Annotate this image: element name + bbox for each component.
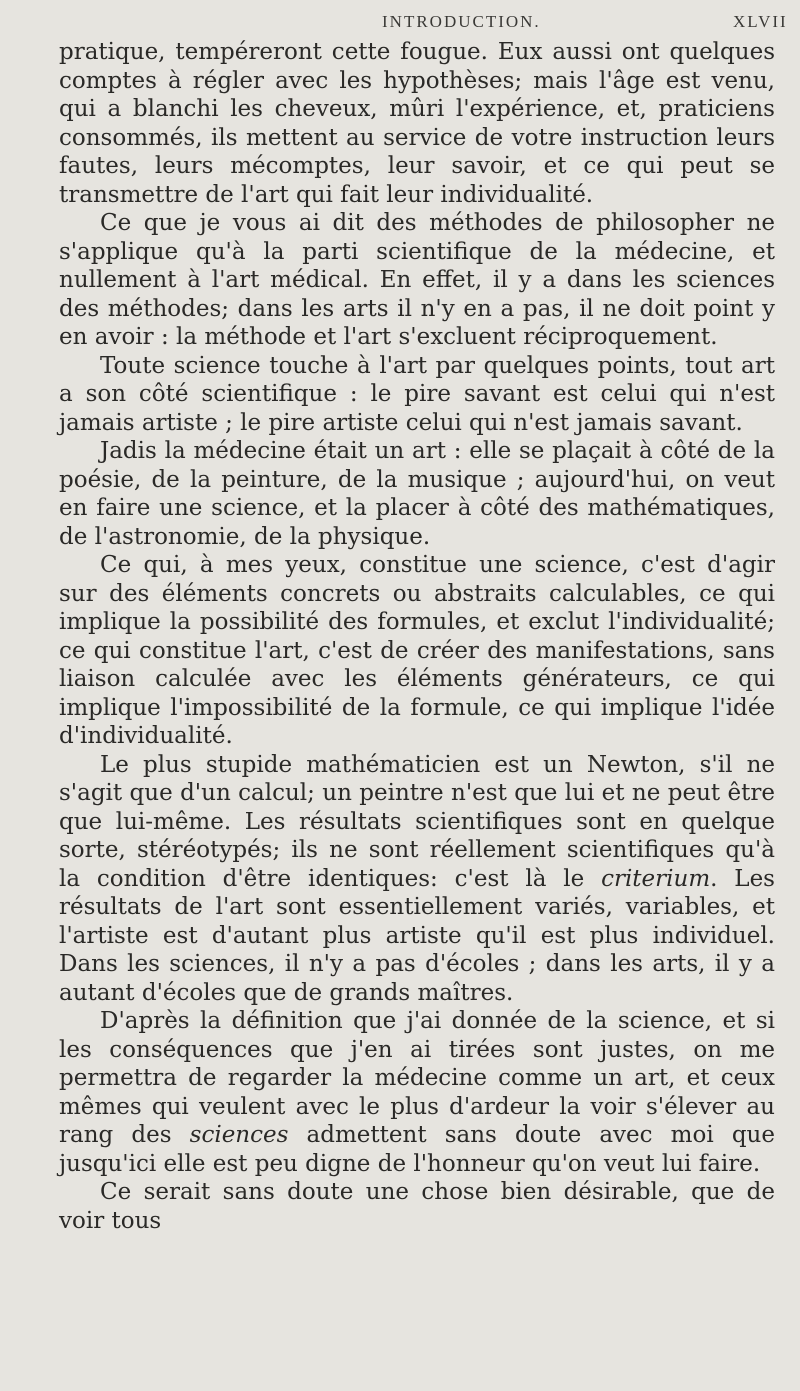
- paragraph-7-text-a: D'après la définition que j'ai donnée de la science, et si les conséquences que j'en ai tirées sont justes, on me permettra de regarder la médecine comme un art, et ceux mêmes qui veulent avec le plus d'ardeur la voir s'élever au rang des: [59, 1008, 775, 1148]
- paragraph-8: Ce serait sans doute une chose bien désirable, que de voir tous: [59, 1179, 775, 1234]
- paragraph-7-text-b: admettent sans doute avec moi que jusqu'ici elle est peu digne de l'honneur qu'on veut lui faire.: [59, 1122, 775, 1177]
- paragraph-3: Toute science touche à l'art par quelques points, tout art a son côté scientifique : le pire savant est celui qui n'est jamais artiste ; le pire artiste celui qui n'est jamais savant.: [59, 352, 775, 436]
- body-text: [59, 38, 775, 1235]
- paragraph-4: Jadis la médecine était un art : elle se plaçait à côté de la poésie, de la peinture, de la musique ; aujourd'hui, on veut en faire une science, et la placer à côté des mathématiques, de l'astronomie, de la physique.: [59, 438, 775, 550]
- paragraph-5: Ce qui, à mes yeux, constitue une science, c'est d'agir sur des éléments concrets ou abstraits calculables, ce qui implique la possibilité des formules, et exclut l'individualité; ce qui constitue l'art, c'est de créer des manifestations, sans liaison calculée avec les éléments générateurs, ce qui implique l'impossibilité de la formule, ce qui implique l'idée d'individualité.: [59, 552, 775, 749]
- running-head: [0, 6, 800, 36]
- paragraph-6-text-b: . Les résultats de l'art sont essentiellement variés, variables, et l'artiste est d'autant plus artiste qu'il est plus individuel. Dans les sciences, il n'y a pas d'écoles ; dans les arts, il y a autant d'écoles que de grands maîtres.: [59, 865, 775, 1006]
- page-number: XLVII: [733, 12, 788, 31]
- running-title: INTRODUCTION.: [382, 12, 541, 31]
- italic-criterium: criterium: [601, 865, 711, 892]
- paragraph-7: [59, 1007, 775, 1178]
- paragraph-2: Ce que je vous ai dit des méthodes de philosopher ne s'applique qu'à la parti scientifique de la médecine, et nullement à l'art médical. En effet, il y a dans les sciences des méthodes; dans les arts il n'y en a pas, il ne doit point y en avoir : la méthode et l'art s'excluent réciproquement.: [59, 210, 775, 350]
- paragraph-1: pratique, tempéreront cette fougue. Eux aussi ont quelques comptes à régler avec les hypothèses; mais l'âge est venu, qui a blanchi les cheveux, mûri l'expérience, et, praticiens consommés, ils mettent au service de votre instruction leurs fautes, leurs mécomptes, leur savoir, et ce qui peut se transmettre de l'art qui fait leur individualité.: [59, 39, 775, 208]
- italic-sciences: sciences: [189, 1122, 289, 1148]
- paragraph-6: [59, 751, 775, 1008]
- paragraph-6-text-a: Le plus stupide mathématicien est un Newton, s'il ne s'agit que d'un calcul; un peintre n'est que lui et ne peut être que lui-même. Les résultats scientifiques sont en quelque sorte, stéréotypés; ils ne sont réellement scientifiques qu'à la condition d'être identiques: c'est là le: [59, 751, 775, 892]
